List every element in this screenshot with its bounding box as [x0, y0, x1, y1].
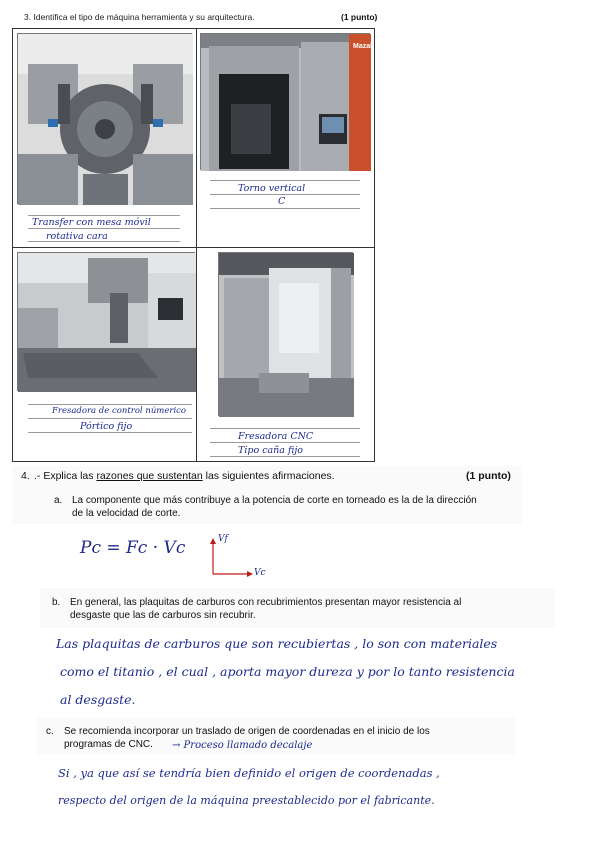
- answer-rule: [210, 456, 360, 457]
- question-3-title: 3. Identifica el tipo de máquina herramienta y su arquitectura.: [24, 12, 255, 22]
- answer-cell-2-line-2: C: [278, 196, 286, 207]
- item-c-statement: c. Se recomienda incorporar un traslado de origen de coordenadas en el inicio de los programas de CNC.: [46, 726, 430, 750]
- photo-gantry-milling: [17, 252, 195, 391]
- power-formula: Pc = Fc · Vc: [80, 538, 186, 558]
- question-4-points: (1 punto): [466, 470, 511, 482]
- answer-cell-2-line-1: Torno vertical: [238, 183, 306, 194]
- photo-transfer-machine: [17, 33, 192, 204]
- answer-cell-1-line-2: rotativa cara: [46, 231, 108, 242]
- answer-rule: [28, 228, 180, 229]
- grid-divider-vertical: [196, 28, 197, 462]
- item-c-answer-line-1: Si , ya que así se tendría bien definido el origen de coordenadas ,: [58, 766, 440, 780]
- answer-cell-3-line-1: Fresadora de control númerico: [52, 406, 187, 416]
- mazak-logo: Mazak: [353, 43, 375, 50]
- answer-rule: [210, 180, 360, 181]
- answer-cell-3-line-2: Pórtico fijo: [80, 421, 133, 432]
- answer-rule: [210, 428, 360, 429]
- answer-rule: [210, 208, 360, 209]
- prompt-underlined: razones que sustentan: [96, 470, 203, 482]
- answer-rule: [210, 442, 360, 443]
- answer-cell-1-line-1: Transfer con mesa móvil: [32, 217, 151, 228]
- answer-rule: [28, 404, 192, 405]
- photo-cnc-milling: [218, 252, 353, 416]
- question-3-points: (1 punto): [341, 12, 378, 22]
- item-b-answer-line-1: Las plaquitas de carburos que son recubiertas , lo son con materiales: [56, 636, 498, 651]
- answer-cell-4-line-2: Tipo caña fijo: [238, 445, 303, 456]
- answer-rule: [210, 194, 360, 195]
- axis-y-label: Vf: [218, 534, 228, 544]
- axis-x-label: Vc: [254, 568, 266, 578]
- answer-rule: [28, 418, 192, 419]
- grid-divider-horizontal: [12, 247, 375, 248]
- photo-vertical-lathe: [200, 33, 375, 170]
- item-a-statement: a. La componente que más contribuye a la potencia de corte en torneado es la de la dirección de la velocidad de corte.: [54, 495, 477, 519]
- item-c-note: → Proceso llamado decalaje: [172, 740, 313, 751]
- answer-cell-4-line-1: Fresadora CNC: [238, 431, 314, 442]
- question-4-number: 4.: [21, 470, 30, 482]
- item-b-answer-line-3: al desgaste.: [60, 692, 136, 707]
- answer-rule: [28, 432, 192, 433]
- answer-rule: [28, 215, 180, 216]
- item-b-statement: b. En general, las plaquitas de carburos con recubrimientos presentan mayor resistencia al desgaste que las de carburos sin recubrir.: [52, 597, 462, 621]
- item-b-answer-line-2: como el titanio , el cual , aporta mayor dureza y por lo tanto resistencia: [60, 664, 515, 679]
- item-c-answer-line-2: respecto del origen de la máquina preestablecido por el fabricante.: [58, 794, 435, 807]
- question-4-prompt: .- Explica las razones que sustentan las siguientes afirmaciones.: [34, 470, 335, 482]
